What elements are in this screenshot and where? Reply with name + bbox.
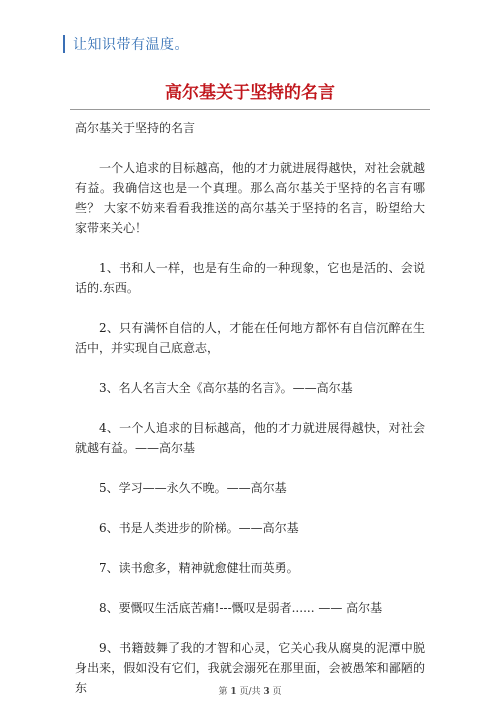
quote-paragraph: 4、一个人追求的目标越高，他的才力就进展得越快，对社会就越有益。——高尔基 [75,421,425,455]
page-current: 1 [230,687,237,697]
intro-paragraph: 一个人追求的目标越高，他的才力就进展得越快，对社会就越有益。我确信这也是一个真理。那么高尔基关于坚持的名言有哪些？ 大家不妨来看看我推送的高尔基关于坚持的名言，盼望给大家带来关心！ [75,161,425,235]
document-subtitle: 高尔基关于坚持的名言 [75,121,196,135]
quote-paragraph: 1、书和人一样，也是有生命的一种现象，它也是活的、会说话的.东西。 [75,261,425,295]
header-slogan: 让知识带有温度。 [73,37,189,53]
quote-paragraph: 3、名人名言大全《高尔基的名言》。——高尔基 [99,381,353,395]
page-total: 3 [263,687,270,697]
title-divider [70,109,430,110]
quote-paragraph: 5、学习——永久不晚。——高尔基 [99,481,287,495]
header-bar [63,33,189,55]
quote-paragraph: 9、书籍鼓舞了我的才智和心灵，它关心我从腐臭的泥潭中脱身出来，假如没有它们，我就会溺死在那里面，会被愚笨和鄙陋的东 [75,641,425,695]
quote-paragraph: 7、读书愈多，精神就愈健壮而英勇。 [99,561,299,575]
document-title: 高尔基关于坚持的名言 [165,83,335,103]
page-footer [0,684,500,697]
document-body [75,118,425,718]
quote-paragraph: 2、只有满怀自信的人，才能在任何地方都怀有自信沉醉在生活中，并实现自己底意志， [75,321,425,355]
quote-paragraph: 8、要慨叹生活底苦痛!---慨叹是弱者...... —— 高尔基 [99,601,383,615]
header-accent-rule [63,35,65,53]
quote-paragraph: 6、书是人类进步的阶梯。——高尔基 [99,521,299,535]
page-mid: 页/共 [239,687,261,697]
page-suffix: 页 [272,687,282,697]
page-prefix: 第 [218,687,228,697]
